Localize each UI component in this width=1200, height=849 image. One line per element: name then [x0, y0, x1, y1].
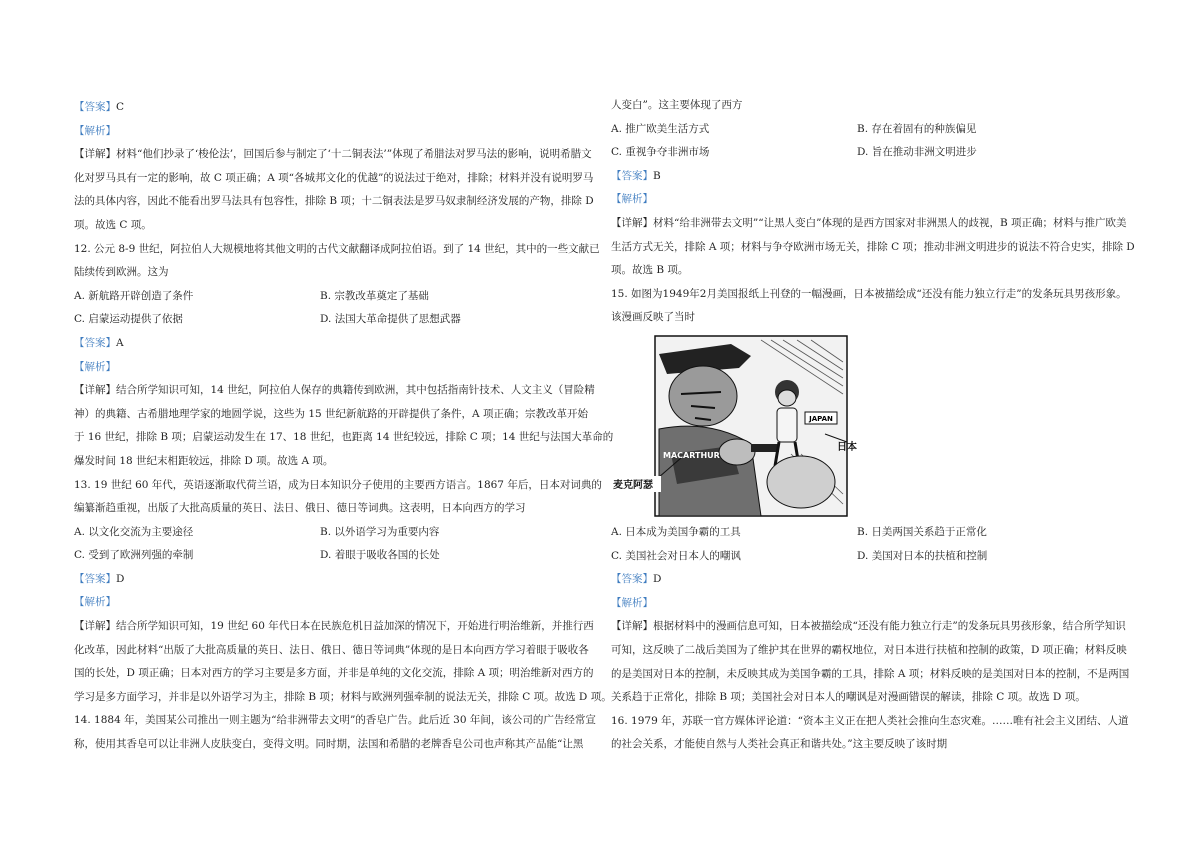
q11-detail-line: 法的具体内容，因此不能看出罗马法具有包容性，排除 B 项；十二铜表法是罗马奴隶制经济发展的产物，排除 D	[74, 195, 594, 208]
q14-stem-line: 14. 1884 年，美国某公司推出一则主题为“给非洲带去文明”的香皂广告。此后近 30 年间，该公司的广告经常宣	[74, 714, 596, 727]
q13-option-d: D. 着眼于吸收各国的长处	[320, 549, 440, 562]
q16-stem-line: 的社会关系，才能使自然与人类社会真正和谐共处。”这主要反映了该时期	[611, 738, 948, 751]
q14-stem-continued: 人变白”。这主要体现了西方	[611, 99, 743, 111]
q12-option-b: B. 宗教改革奠定了基础	[320, 289, 429, 302]
q13-options-row	[74, 544, 589, 568]
q14-option-c: C. 重视争夺非洲市场	[611, 146, 710, 159]
q15-detail-line: 可知，这反映了二战后美国为了维护其在世界的霸权地位，对日本进行扶植和控制的政策，D 项正确；材料反映	[611, 643, 1127, 656]
q12-stem-line: 陆续传到欧洲。这为	[74, 266, 169, 279]
q12-detail-line: 神）的典籍、古希腊地理学家的地圆学说，这些为 15 世纪新航路的开辟提供了条件，A 项正确；宗教改革开始	[74, 407, 588, 420]
q11-detail-line: 项。故选 C 项。	[74, 218, 152, 231]
q13-detail-line: 国的长处，D 项正确；日本对西方的学习主要是多方面，并非是单纯的文化交流，排除 A 项；明治维新对西方的	[74, 667, 594, 680]
q15-stem-line: 15. 如图为1949年2月美国报纸上刊登的一幅漫画，日本被描绘成“还没有能力独立行走”的发条玩具男孩形象。	[611, 287, 1127, 300]
macarthur-label: MACARTHUR	[663, 450, 720, 460]
q12-stem-line: 12. 公元 8-9 世纪，阿拉伯人大规模地将其他文明的古代文献翻译成阿拉伯语。到了 14 世纪，其中的一些文献已	[74, 242, 600, 255]
q11-analysis-tag: 【解析】	[74, 124, 116, 137]
answer-value: A	[116, 336, 124, 349]
answer-value: B	[653, 169, 661, 182]
q15-detail-line: 的是美国对日本的控制，未反映其成为美国争霸的工具，排除 A 项；材料反映的是美国对日本的控制，不是两国	[611, 667, 1130, 680]
q13-detail-line: 学习是多方面学习，并非是以外语学习为主，排除 B 项；材料与欧洲列强牵制的说法无关，排除 C 项。故选 D 项。	[74, 690, 612, 703]
q14-option-b: B. 存在着固有的种族偏见	[857, 122, 977, 135]
cartoon-figure	[611, 334, 857, 519]
q14-detail-line: 【详解】材料“给非洲带去文明”“让黑人变白”体现的是西方国家对非洲黑人的歧视，B 项正确；材料与推广欧美	[611, 216, 1127, 229]
q16-stem-line: 16. 1979 年，苏联一官方媒体评论道：“资本主义正在把人类社会推向生态灾难。……唯有社会主义团结、人道	[611, 714, 1129, 727]
q14-detail-line: 项。故选 B 项。	[611, 264, 689, 277]
q11-detail-line: 化对罗马具有一定的影响，故 C 项正确；A 项“各城邦文化的优越”的说法过于绝对，排除；材料并没有说明罗马	[74, 171, 594, 184]
q13-options-row	[74, 521, 589, 545]
q15-options-row	[611, 545, 1126, 569]
q15-options-row	[611, 521, 1126, 545]
japan-cn-label: 日本	[837, 441, 857, 453]
q12-analysis-tag: 【解析】	[74, 360, 116, 373]
q12-answer	[74, 332, 589, 356]
q15-stem-line: 该漫画反映了当时	[611, 311, 695, 324]
answer-value: C	[116, 101, 125, 113]
q12-options-row	[74, 285, 589, 309]
q12-option-c: C. 启蒙运动提供了依据	[74, 313, 183, 326]
q13-answer	[74, 568, 589, 592]
q12-option-d: D. 法国大革命提供了思想武器	[320, 313, 461, 326]
q13-option-c: C. 受到了欧洲列强的牵制	[74, 549, 194, 562]
q13-detail-line: 化改革，因此材料“出版了大批高质量的英日、法日、俄日、德日等词典”体现的是日本向西方学习着眼于吸收各	[74, 643, 589, 656]
q13-option-a: A. 以文化交流为主要途径	[74, 525, 194, 538]
japan-sign-text: JAPAN	[809, 414, 833, 423]
q13-analysis-tag: 【解析】	[74, 596, 116, 609]
q15-detail-line: 关系趋于正常化，排除 B 项；美国社会对日本人的嘲讽是对漫画错误的解读，排除 C 项。故选 D 项。	[611, 691, 1086, 704]
q15-analysis-tag: 【解析】	[611, 596, 653, 609]
q14-options-row	[611, 141, 1126, 165]
q15-answer	[611, 568, 1126, 592]
q14-options-row	[611, 118, 1126, 142]
answer-tag: 【答案】	[74, 572, 116, 585]
left-column	[74, 96, 614, 757]
q15-detail-line: 【详解】根据材料中的漫画信息可知，日本被描绘成“还没有能力独立行走”的发条玩具男孩形象，结合所学知识	[611, 620, 1126, 633]
q14-answer	[611, 165, 1126, 189]
cartoon-illustration	[611, 334, 857, 519]
q11-answer	[74, 96, 589, 120]
q13-stem-line: 编纂渐趋重视，出版了大批高质量的英日、法日、俄日、德日等词典。这表明，日本向西方的学习	[74, 502, 526, 515]
q13-detail-line: 【详解】结合所学知识可知，19 世纪 60 年代日本在民族危机日益加深的情况下，开始进行明治维新，并推行西	[74, 620, 594, 633]
q12-options-row	[74, 308, 589, 332]
q15-option-c: C. 美国社会对日本人的嘲讽	[611, 549, 741, 562]
q15-option-a: A. 日本成为美国争霸的工具	[611, 525, 741, 538]
answer-tag: 【答案】	[611, 169, 653, 182]
q15-option-d: D. 美国对日本的扶植和控制	[857, 549, 988, 562]
macarthur-cn-label: 麦克阿瑟	[613, 479, 653, 491]
q15-option-b: B. 日美两国关系趋于正常化	[857, 525, 987, 538]
q11-detail-line: 【详解】材料“他们抄录了‘梭伦法’，回国后参与制定了‘十二铜表法’”体现了希腊法对罗马法的影响，说明希腊文	[74, 148, 592, 161]
q14-detail-line: 生活方式无关，排除 A 项；材料与争夺欧洲市场无关，排除 C 项；推动非洲文明进步的说法不符合史实，排除 D	[611, 240, 1135, 253]
q13-stem-line: 13. 19 世纪 60 年代，英语逐渐取代荷兰语，成为日本知识分子使用的主要西方语言。1867 年后，日本对词典的	[74, 478, 602, 491]
answer-tag: 【答案】	[611, 573, 653, 586]
q12-detail-line: 【详解】结合所学知识可知，14 世纪，阿拉伯人保存的典籍传到欧洲，其中包括指南针技术、人文主义（冒险精	[74, 384, 595, 397]
right-column	[611, 94, 1135, 757]
q14-option-a: A. 推广欧美生活方式	[611, 122, 710, 135]
q13-option-b: B. 以外语学习为重要内容	[320, 525, 440, 538]
q12-detail-line: 于 16 世纪，排除 B 项；启蒙运动发生在 17、18 世纪，也距离 14 世纪较远，排除 C 项；14 世纪与法国大革命的	[74, 431, 614, 444]
q14-analysis-tag: 【解析】	[611, 193, 653, 206]
q14-option-d: D. 旨在推动非洲文明进步	[857, 146, 977, 159]
answer-tag: 【答案】	[74, 336, 116, 349]
q14-stem-line: 称，使用其香皂可以让非洲人皮肤变白，变得文明。同时期，法国和希腊的老牌香皂公司也声称其产品能“让黑	[74, 738, 584, 751]
answer-value: D	[116, 572, 125, 585]
answer-tag: 【答案】	[74, 101, 116, 113]
answer-value: D	[653, 573, 662, 586]
q12-option-a: A. 新航路开辟创造了条件	[74, 289, 194, 302]
q12-detail-line: 爆发时间 18 世纪末相距较远，排除 D 项。故选 A 项。	[74, 454, 334, 467]
